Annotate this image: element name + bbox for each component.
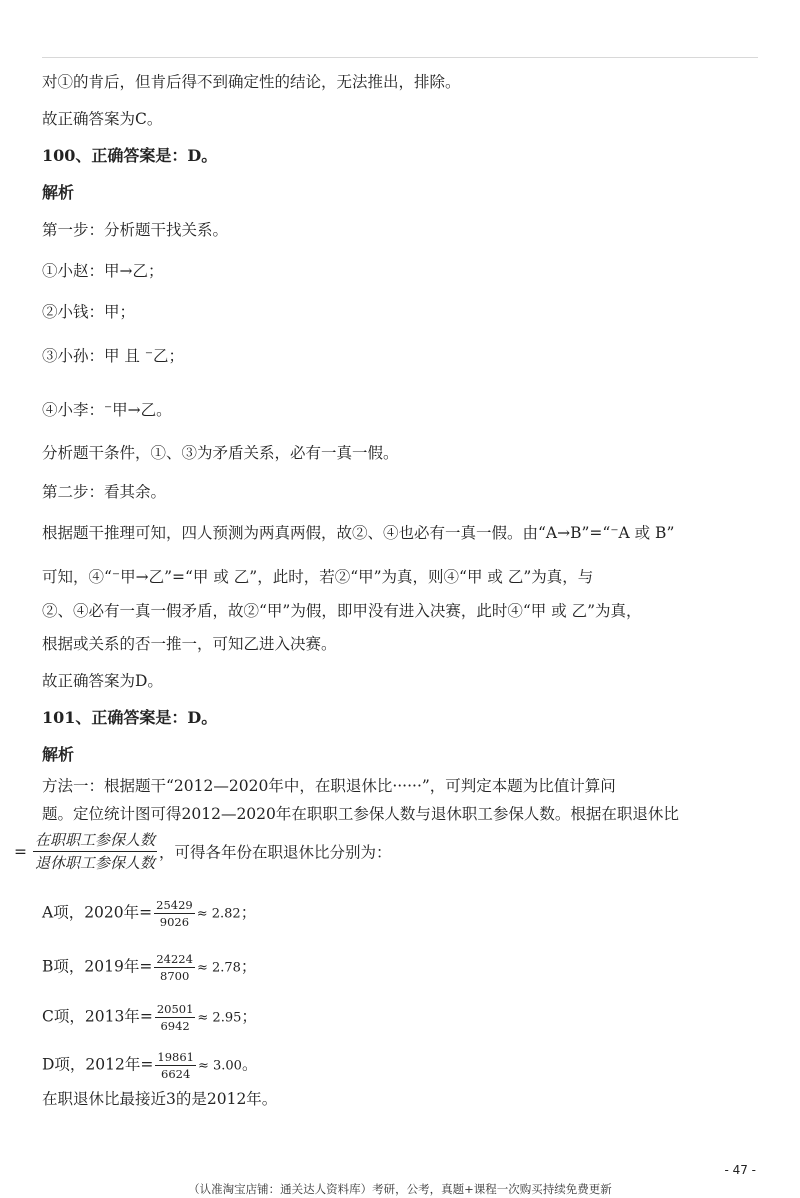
equals-sign: = <box>14 842 27 861</box>
option-c-fraction: $\frac{20501}{6942}$ <box>156 1002 194 1033</box>
text-line: 题。定位统计图可得2012—2020年在职职工参保人数与退休职工参保人数。根据在职退休比 <box>42 805 679 823</box>
text-line: ②、④必有一真一假矛盾，故②“甲”为假，即甲没有进入决赛，此时④“甲 或 乙”为真， <box>42 602 642 620</box>
text-line: ③小孙：甲 且 ⁻乙； <box>42 347 185 365</box>
text-line: 根据题干推理可知，四人预测为两真两假，故②、④也必有一真一假。由“A→B”=“⁻A 或 B” <box>42 524 675 542</box>
text-line: 故正确答案为D。 <box>42 672 163 690</box>
option-b-fraction: $\frac{24224}{8700}$ <box>156 952 193 983</box>
question-100-answer: 100、正确答案是：D。 <box>42 146 218 165</box>
option-d-line: D项，2012年= $\frac{19861}{6624}$ ≈ 3.00。 <box>42 1050 258 1081</box>
ratio-text: ，可得各年份在职退休比分别为： <box>159 843 392 862</box>
text-line: 分析题干条件，①、③为矛盾关系，必有一真一假。 <box>42 444 399 462</box>
text-line: ④小李：⁻甲→乙。 <box>42 401 172 419</box>
top-divider <box>42 57 758 58</box>
option-a-fraction: $\frac{25429}{9026}$ <box>156 898 193 929</box>
text-line: 可知，④“⁻甲→乙”=“甲 或 乙”，此时，若②“甲”为真，则④“甲 或 乙”为真，与 <box>42 568 594 586</box>
fraction-denominator: 退休职工参保人数 <box>35 854 156 872</box>
option-a-line: A项，2020年= $\frac{25429}{9026}$ ≈ 2.82； <box>42 898 257 929</box>
text-line: ①小赵：甲→乙； <box>42 262 164 280</box>
footer-text: （认准淘宝店铺：通关达人资料库）考研，公考，真题+课程一次购买持续免费更新 <box>188 1182 612 1196</box>
question-101-answer: 101、正确答案是：D。 <box>42 708 218 727</box>
text-line: 第一步：分析题干找关系。 <box>42 221 229 239</box>
text-line: ②小钱：甲； <box>42 303 136 321</box>
text-line: 对①的肯后，但肯后得不到确定性的结论，无法推出，排除。 <box>42 73 461 91</box>
option-b-line: B项，2019年= $\frac{24224}{8700}$ ≈ 2.78； <box>42 952 257 983</box>
option-c-line: C项，2013年= $\frac{20501}{6942}$ ≈ 2.95； <box>42 1002 257 1033</box>
text-line: 方法一：根据题干“2012—2020年中，在职退休比······”，可判定本题为比值计算问 <box>42 777 616 795</box>
ratio-formula <box>14 830 392 873</box>
analysis-heading: 解析 <box>42 183 75 202</box>
text-line: 故正确答案为C。 <box>42 110 163 128</box>
page-number: - 47 - <box>724 1163 756 1177</box>
fraction-numerator: 在职职工参保人数 <box>33 830 157 852</box>
analysis-heading: 解析 <box>42 745 75 764</box>
text-line: 根据或关系的否一推一，可知乙进入决赛。 <box>42 635 337 653</box>
option-d-fraction: $\frac{19861}{6624}$ <box>157 1050 194 1081</box>
conclusion-text: 在职退休比最接近3的是2012年。 <box>42 1090 278 1108</box>
ratio-fraction <box>33 830 157 873</box>
text-line: 第二步：看其余。 <box>42 483 167 501</box>
